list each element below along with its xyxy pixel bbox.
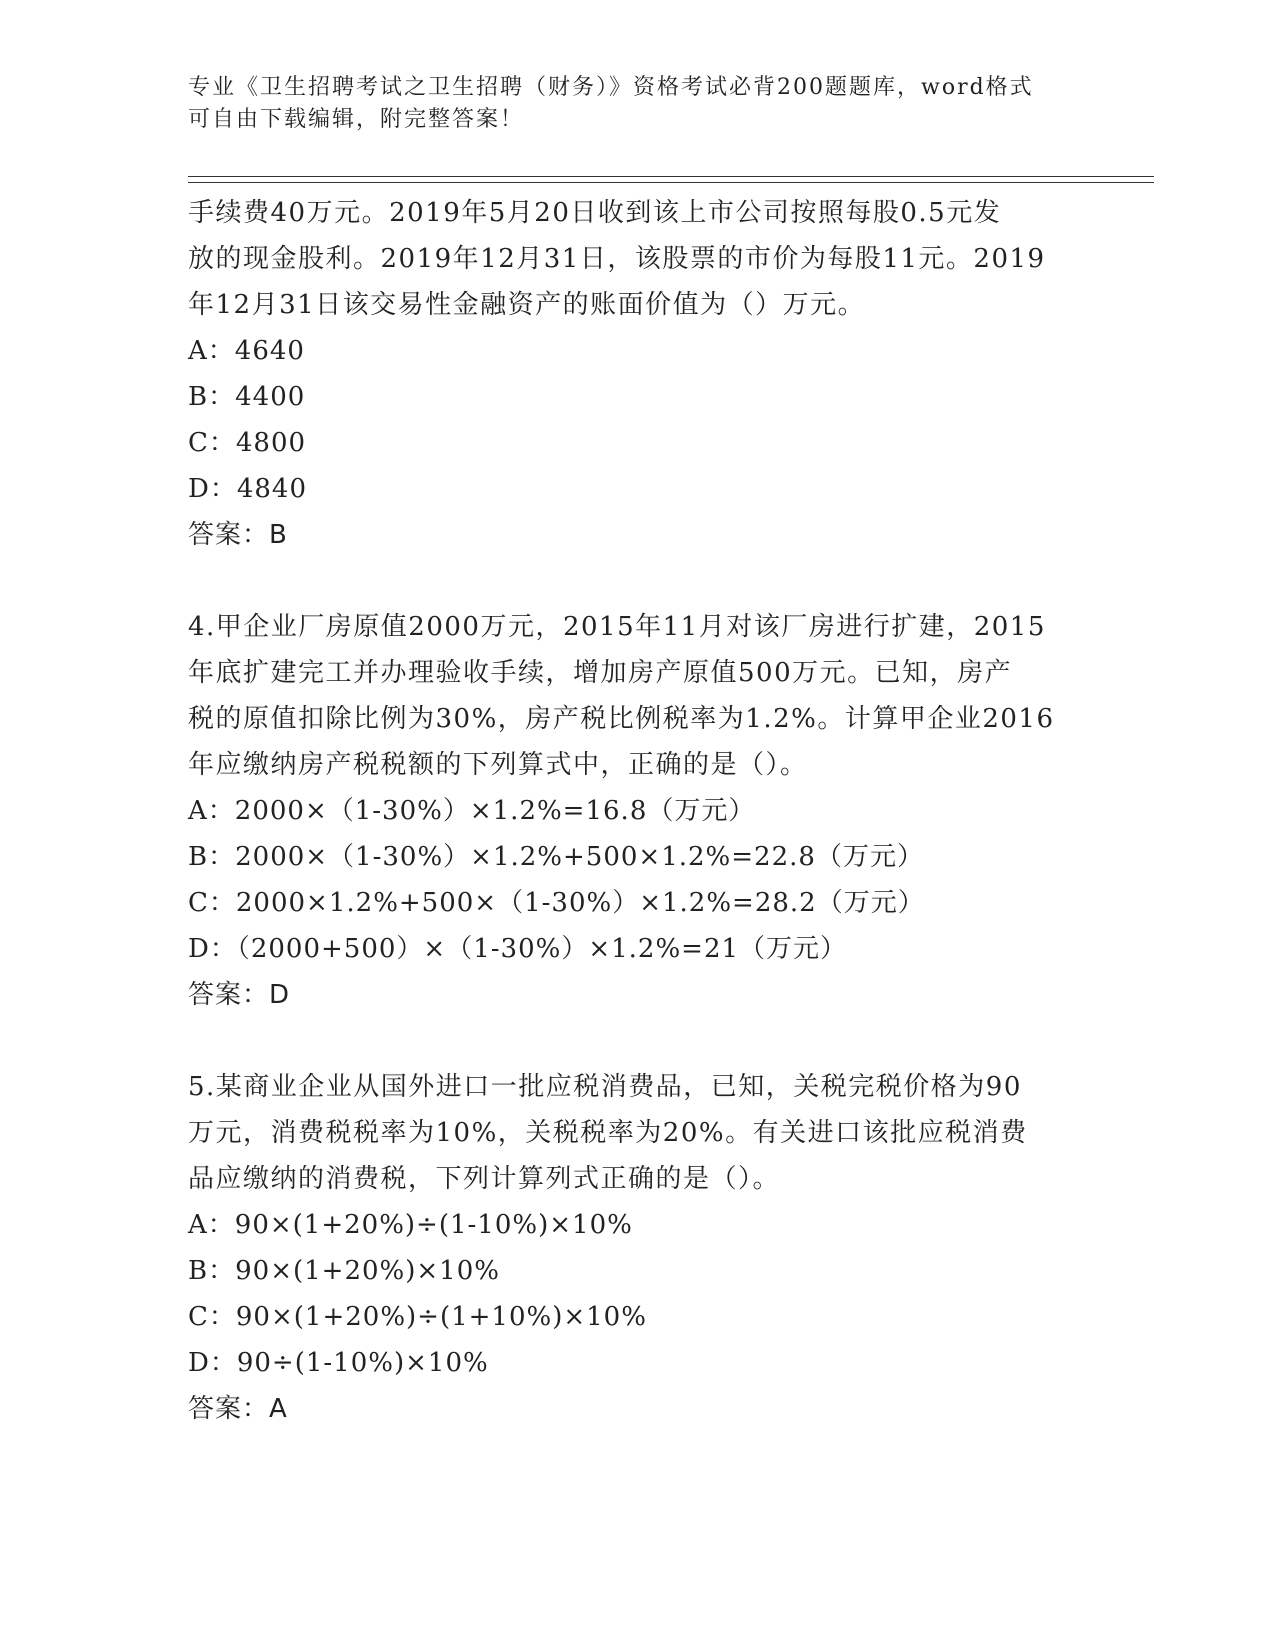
option-a: A：90×(1+20%)÷(1-10%)×10% xyxy=(188,1210,633,1240)
header-divider-bottom xyxy=(188,182,1154,183)
option-b: B：2000×（1-30%）×1.2%+500×1.2%=22.8（万元） xyxy=(188,842,924,872)
option-c: C：2000×1.2%+500×（1-30%）×1.2%=28.2（万元） xyxy=(188,888,925,918)
question-text-line: 税的原值扣除比例为30%，房产税比例税率为1.2%。计算甲企业2016 xyxy=(188,704,1055,734)
question-text-line: 4.甲企业厂房原值2000万元，2015年11月对该厂房进行扩建，2015 xyxy=(188,612,1046,642)
option-b: B：90×(1+20%)×10% xyxy=(188,1256,500,1286)
document-body xyxy=(188,190,1088,1432)
spacer xyxy=(188,558,1088,604)
answer: 答案：A xyxy=(188,1394,288,1424)
option-d: D：（2000+500）×（1-30%）×1.2%=21（万元） xyxy=(188,934,848,964)
question-4 xyxy=(188,604,1088,1018)
question-text-line: 年应缴纳房产税税额的下列算式中，正确的是（）。 xyxy=(188,750,808,780)
option-d: D：90÷(1-10%)×10% xyxy=(188,1348,489,1378)
document-header xyxy=(188,72,1068,136)
option-d: D：4840 xyxy=(188,474,308,504)
header-divider-top xyxy=(188,176,1154,177)
question-text-line: 万元，消费税税率为10%，关税税率为20%。有关进口该批应税消费 xyxy=(188,1118,1028,1148)
question-text-line: 年12月31日该交易性金融资产的账面价值为（）万元。 xyxy=(188,290,866,320)
question-text-line: 放的现金股利。2019年12月31日，该股票的市价为每股11元。2019 xyxy=(188,244,1046,274)
answer: 答案：D xyxy=(188,980,291,1010)
question-text-line: 手续费40万元。2019年5月20日收到该上市公司按照每股0.5元发 xyxy=(188,198,1002,228)
option-a: A：2000×（1-30%）×1.2%=16.8（万元） xyxy=(188,796,756,826)
option-b: B：4400 xyxy=(188,382,306,412)
header-line-1: 专业《卫生招聘考试之卫生招聘（财务）》资格考试必背200题题库，word格式 xyxy=(188,75,1034,100)
question-text-line: 品应缴纳的消费税，下列计算列式正确的是（）。 xyxy=(188,1164,781,1194)
option-a: A：4640 xyxy=(188,336,305,366)
option-c: C：4800 xyxy=(188,428,307,458)
question-5 xyxy=(188,1064,1088,1432)
answer: 答案：B xyxy=(188,520,288,550)
option-c: C：90×(1+20%)÷(1+10%)×10% xyxy=(188,1302,647,1332)
spacer xyxy=(188,1018,1088,1064)
question-3 xyxy=(188,190,1088,558)
question-text-line: 年底扩建完工并办理验收手续，增加房产原值500万元。已知，房产 xyxy=(188,658,1013,688)
question-text-line: 5.某商业企业从国外进口一批应税消费品，已知，关税完税价格为90 xyxy=(188,1072,1022,1102)
header-line-2: 可自由下载编辑，附完整答案！ xyxy=(188,107,525,132)
